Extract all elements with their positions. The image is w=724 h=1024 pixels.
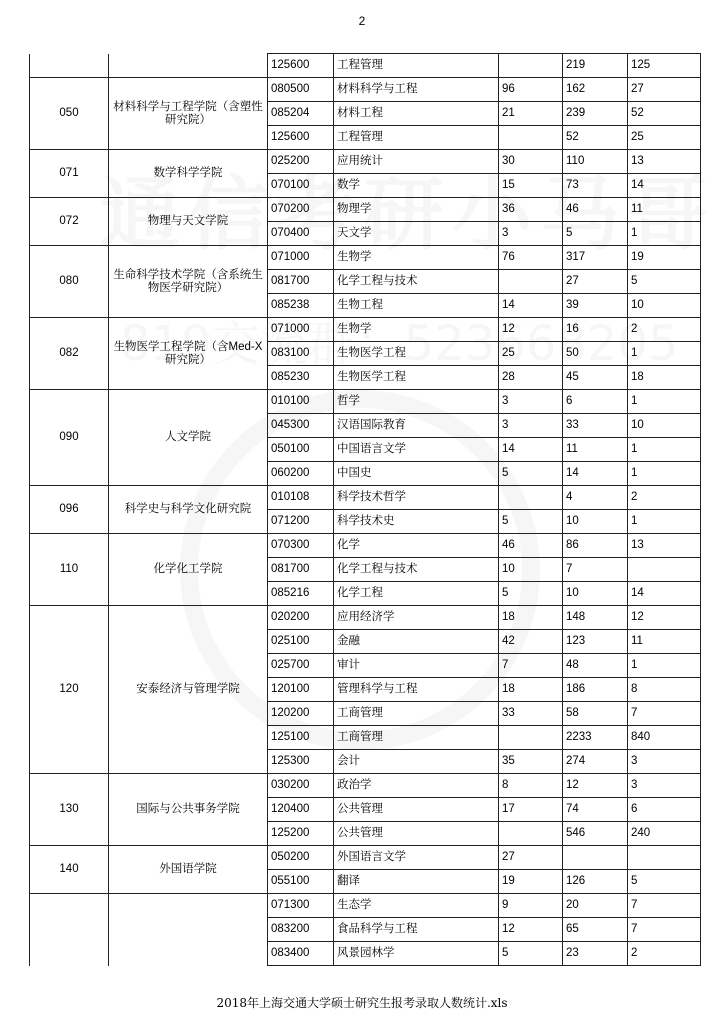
major-code-cell: 071200 (268, 510, 334, 534)
count-a-cell: 35 (499, 750, 563, 774)
count-c-cell: 1 (628, 438, 701, 462)
count-c-cell: 18 (628, 366, 701, 390)
college-name-cell: 生物医学工程学院（含Med-X研究院） (109, 318, 268, 390)
count-a-cell: 10 (499, 558, 563, 582)
count-b-cell: 6 (563, 390, 628, 414)
major-code-cell: 083400 (268, 942, 334, 966)
major-name-cell: 管理科学与工程 (334, 678, 499, 702)
college-name-cell: 科学史与科学文化研究院 (109, 486, 268, 534)
count-a-cell: 33 (499, 702, 563, 726)
college-name-cell: 材料科学与工程学院（含塑性研究院） (109, 78, 268, 150)
major-code-cell: 120400 (268, 798, 334, 822)
college-name-cell: 生命科学技术学院（含系统生物医学研究院） (109, 246, 268, 318)
major-name-cell: 食品科学与工程 (334, 918, 499, 942)
count-c-cell: 1 (628, 222, 701, 246)
count-b-cell: 86 (563, 534, 628, 558)
count-c-cell: 5 (628, 270, 701, 294)
count-a-cell: 28 (499, 366, 563, 390)
count-a-cell: 5 (499, 942, 563, 966)
count-c-cell: 5 (628, 870, 701, 894)
count-b-cell: 123 (563, 630, 628, 654)
college-code-cell: 072 (30, 198, 109, 246)
count-b-cell: 219 (563, 54, 628, 78)
major-name-cell: 生物学 (334, 318, 499, 342)
major-code-cell: 125100 (268, 726, 334, 750)
count-b-cell: 52 (563, 126, 628, 150)
major-code-cell: 020200 (268, 606, 334, 630)
major-name-cell: 生物工程 (334, 294, 499, 318)
count-b-cell: 23 (563, 942, 628, 966)
table-row (30, 318, 701, 342)
count-c-cell: 1 (628, 462, 701, 486)
count-a-cell: 14 (499, 438, 563, 462)
major-code-cell: 050100 (268, 438, 334, 462)
major-code-cell: 081700 (268, 270, 334, 294)
count-a-cell: 12 (499, 918, 563, 942)
major-code-cell: 085230 (268, 366, 334, 390)
college-name-cell: 安泰经济与管理学院 (109, 606, 268, 774)
count-a-cell: 9 (499, 894, 563, 918)
major-code-cell: 010108 (268, 486, 334, 510)
major-code-cell: 025100 (268, 630, 334, 654)
major-code-cell: 125300 (268, 750, 334, 774)
major-name-cell: 材料工程 (334, 102, 499, 126)
count-a-cell: 3 (499, 390, 563, 414)
count-a-cell: 14 (499, 294, 563, 318)
count-c-cell: 840 (628, 726, 701, 750)
table-row (30, 534, 701, 558)
count-b-cell: 50 (563, 342, 628, 366)
count-c-cell: 7 (628, 702, 701, 726)
count-c-cell: 3 (628, 774, 701, 798)
count-a-cell: 18 (499, 678, 563, 702)
college-code-cell: 082 (30, 318, 109, 390)
count-b-cell: 5 (563, 222, 628, 246)
count-a-cell: 12 (499, 318, 563, 342)
count-c-cell: 12 (628, 606, 701, 630)
major-code-cell: 081700 (268, 558, 334, 582)
count-c-cell: 1 (628, 654, 701, 678)
count-c-cell: 2 (628, 942, 701, 966)
major-code-cell: 085204 (268, 102, 334, 126)
count-a-cell: 7 (499, 654, 563, 678)
count-c-cell: 2 (628, 486, 701, 510)
count-b-cell: 4 (563, 486, 628, 510)
table-row (30, 846, 701, 870)
major-name-cell: 中国史 (334, 462, 499, 486)
count-a-cell: 5 (499, 582, 563, 606)
college-code-cell: 120 (30, 606, 109, 774)
count-c-cell: 13 (628, 150, 701, 174)
count-b-cell: 317 (563, 246, 628, 270)
major-code-cell: 071300 (268, 894, 334, 918)
count-a-cell: 46 (499, 534, 563, 558)
count-b-cell: 148 (563, 606, 628, 630)
count-a-cell: 5 (499, 462, 563, 486)
major-name-cell: 哲学 (334, 390, 499, 414)
major-name-cell: 生物医学工程 (334, 342, 499, 366)
count-b-cell: 65 (563, 918, 628, 942)
count-b-cell: 10 (563, 510, 628, 534)
major-code-cell: 120100 (268, 678, 334, 702)
count-c-cell: 14 (628, 582, 701, 606)
major-code-cell: 071000 (268, 246, 334, 270)
count-b-cell: 73 (563, 174, 628, 198)
count-a-cell: 30 (499, 150, 563, 174)
major-name-cell: 应用经济学 (334, 606, 499, 630)
count-b-cell: 186 (563, 678, 628, 702)
major-code-cell: 045300 (268, 414, 334, 438)
count-c-cell: 6 (628, 798, 701, 822)
college-code-cell: 080 (30, 246, 109, 318)
college-name-cell (109, 894, 268, 966)
table-row (30, 774, 701, 798)
major-name-cell: 工商管理 (334, 726, 499, 750)
major-code-cell: 070200 (268, 198, 334, 222)
major-name-cell: 化学工程与技术 (334, 270, 499, 294)
count-a-cell: 15 (499, 174, 563, 198)
major-code-cell: 125600 (268, 126, 334, 150)
table-row (30, 486, 701, 510)
major-name-cell: 汉语国际教育 (334, 414, 499, 438)
major-code-cell: 025200 (268, 150, 334, 174)
major-code-cell: 070400 (268, 222, 334, 246)
count-b-cell: 74 (563, 798, 628, 822)
admission-statistics-table (29, 53, 701, 966)
count-b-cell: 58 (563, 702, 628, 726)
table-row (30, 54, 701, 78)
count-c-cell: 7 (628, 894, 701, 918)
major-name-cell: 数学 (334, 174, 499, 198)
major-code-cell: 125200 (268, 822, 334, 846)
count-c-cell: 3 (628, 750, 701, 774)
major-code-cell: 120200 (268, 702, 334, 726)
count-c-cell: 2 (628, 318, 701, 342)
college-name-cell: 化学化工学院 (109, 534, 268, 606)
count-c-cell: 8 (628, 678, 701, 702)
college-code-cell: 130 (30, 774, 109, 846)
college-name-cell: 物理与天文学院 (109, 198, 268, 246)
college-code-cell (30, 894, 109, 966)
count-a-cell (499, 270, 563, 294)
count-b-cell: 239 (563, 102, 628, 126)
major-code-cell: 080500 (268, 78, 334, 102)
major-code-cell: 025700 (268, 654, 334, 678)
count-b-cell: 11 (563, 438, 628, 462)
major-code-cell: 060200 (268, 462, 334, 486)
count-b-cell: 162 (563, 78, 628, 102)
count-c-cell: 14 (628, 174, 701, 198)
count-a-cell (499, 822, 563, 846)
major-name-cell: 审计 (334, 654, 499, 678)
count-a-cell (499, 486, 563, 510)
major-code-cell: 030200 (268, 774, 334, 798)
count-a-cell: 8 (499, 774, 563, 798)
college-name-cell: 数学科学学院 (109, 150, 268, 198)
college-code-cell (30, 54, 109, 78)
count-c-cell: 1 (628, 510, 701, 534)
major-name-cell: 中国语言文学 (334, 438, 499, 462)
major-code-cell: 070100 (268, 174, 334, 198)
count-a-cell: 19 (499, 870, 563, 894)
count-c-cell: 1 (628, 390, 701, 414)
major-name-cell: 化学工程 (334, 582, 499, 606)
count-a-cell: 5 (499, 510, 563, 534)
count-b-cell: 48 (563, 654, 628, 678)
count-b-cell: 110 (563, 150, 628, 174)
count-b-cell: 39 (563, 294, 628, 318)
major-code-cell: 010100 (268, 390, 334, 414)
major-name-cell: 政治学 (334, 774, 499, 798)
count-a-cell: 18 (499, 606, 563, 630)
count-c-cell: 27 (628, 78, 701, 102)
count-b-cell: 45 (563, 366, 628, 390)
major-name-cell: 科学技术哲学 (334, 486, 499, 510)
college-name-cell: 人文学院 (109, 390, 268, 486)
count-b-cell: 126 (563, 870, 628, 894)
count-c-cell: 7 (628, 918, 701, 942)
count-c-cell: 13 (628, 534, 701, 558)
table-row (30, 150, 701, 174)
count-c-cell (628, 558, 701, 582)
count-b-cell: 46 (563, 198, 628, 222)
college-code-cell: 090 (30, 390, 109, 486)
count-a-cell: 96 (499, 78, 563, 102)
college-code-cell: 110 (30, 534, 109, 606)
major-name-cell: 物理学 (334, 198, 499, 222)
major-code-cell: 085238 (268, 294, 334, 318)
table-row (30, 246, 701, 270)
major-name-cell: 化学工程与技术 (334, 558, 499, 582)
major-name-cell: 应用统计 (334, 150, 499, 174)
table-row (30, 198, 701, 222)
major-name-cell: 生物医学工程 (334, 366, 499, 390)
count-a-cell: 76 (499, 246, 563, 270)
major-code-cell: 083200 (268, 918, 334, 942)
count-a-cell: 27 (499, 846, 563, 870)
college-name-cell (109, 54, 268, 78)
major-code-cell: 085216 (268, 582, 334, 606)
count-b-cell: 27 (563, 270, 628, 294)
college-code-cell: 140 (30, 846, 109, 894)
count-c-cell: 19 (628, 246, 701, 270)
major-code-cell: 050200 (268, 846, 334, 870)
count-a-cell: 21 (499, 102, 563, 126)
major-code-cell: 125600 (268, 54, 334, 78)
major-code-cell: 083100 (268, 342, 334, 366)
major-name-cell: 工程管理 (334, 126, 499, 150)
count-c-cell: 125 (628, 54, 701, 78)
count-c-cell: 11 (628, 198, 701, 222)
major-name-cell: 公共管理 (334, 822, 499, 846)
count-c-cell: 1 (628, 342, 701, 366)
count-c-cell (628, 846, 701, 870)
major-name-cell: 翻译 (334, 870, 499, 894)
count-a-cell: 36 (499, 198, 563, 222)
count-a-cell: 3 (499, 222, 563, 246)
count-a-cell: 17 (499, 798, 563, 822)
table-row (30, 78, 701, 102)
table-row (30, 894, 701, 918)
table-row (30, 390, 701, 414)
count-b-cell: 20 (563, 894, 628, 918)
count-b-cell: 16 (563, 318, 628, 342)
count-b-cell: 10 (563, 582, 628, 606)
major-name-cell: 风景园林学 (334, 942, 499, 966)
major-name-cell: 化学 (334, 534, 499, 558)
count-a-cell (499, 126, 563, 150)
count-b-cell: 546 (563, 822, 628, 846)
major-code-cell: 070300 (268, 534, 334, 558)
major-name-cell: 生态学 (334, 894, 499, 918)
major-name-cell: 工程管理 (334, 54, 499, 78)
major-name-cell: 生物学 (334, 246, 499, 270)
count-b-cell: 33 (563, 414, 628, 438)
college-code-cell: 050 (30, 78, 109, 150)
count-c-cell: 10 (628, 414, 701, 438)
major-name-cell: 金融 (334, 630, 499, 654)
table-row (30, 606, 701, 630)
count-c-cell: 52 (628, 102, 701, 126)
count-b-cell: 274 (563, 750, 628, 774)
count-c-cell: 11 (628, 630, 701, 654)
major-name-cell: 会计 (334, 750, 499, 774)
major-name-cell: 天文学 (334, 222, 499, 246)
count-c-cell: 240 (628, 822, 701, 846)
college-name-cell: 外国语学院 (109, 846, 268, 894)
count-b-cell: 7 (563, 558, 628, 582)
count-a-cell: 25 (499, 342, 563, 366)
college-name-cell: 国际与公共事务学院 (109, 774, 268, 846)
major-name-cell: 公共管理 (334, 798, 499, 822)
count-b-cell (563, 846, 628, 870)
count-a-cell (499, 54, 563, 78)
table-body (30, 54, 701, 966)
major-name-cell: 科学技术史 (334, 510, 499, 534)
major-name-cell: 工商管理 (334, 702, 499, 726)
major-name-cell: 材料科学与工程 (334, 78, 499, 102)
count-b-cell: 12 (563, 774, 628, 798)
count-b-cell: 14 (563, 462, 628, 486)
count-c-cell: 25 (628, 126, 701, 150)
count-b-cell: 2233 (563, 726, 628, 750)
document-filename: 2018年上海交通大学硕士研究生报考录取人数统计.xls (216, 996, 508, 1010)
count-c-cell: 10 (628, 294, 701, 318)
major-code-cell: 055100 (268, 870, 334, 894)
count-a-cell: 42 (499, 630, 563, 654)
count-a-cell: 3 (499, 414, 563, 438)
page-number: 2 (358, 14, 366, 28)
college-code-cell: 096 (30, 486, 109, 534)
count-a-cell (499, 726, 563, 750)
major-code-cell: 071000 (268, 318, 334, 342)
college-code-cell: 071 (30, 150, 109, 198)
major-name-cell: 外国语言文学 (334, 846, 499, 870)
